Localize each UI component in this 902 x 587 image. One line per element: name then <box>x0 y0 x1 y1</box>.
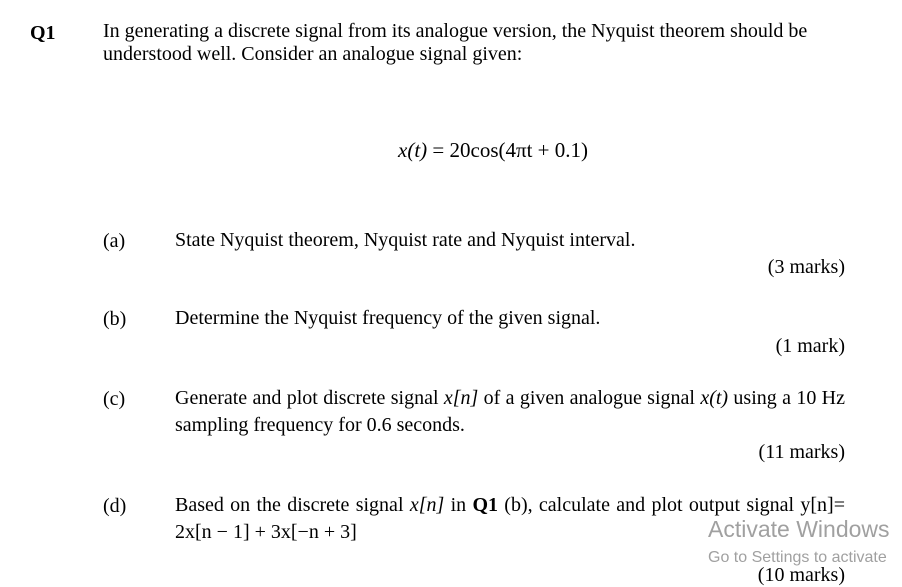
part-b-label: (b) <box>103 308 127 330</box>
part-c-label: (c) <box>103 388 126 410</box>
part-d-text-3: (b), calculate and plot output signal y[n]= <box>498 494 845 516</box>
part-d-text-1: Based on the discrete signal <box>175 494 410 516</box>
part-d-output-expression: 2x[n − 1] + 3x[−n + 3] <box>175 521 357 543</box>
equation-lhs: x(t) <box>398 138 428 162</box>
activate-windows-watermark: Activate Windows <box>708 516 890 542</box>
part-c-text-2: of a given analogue signal <box>478 387 701 409</box>
part-c-text-3: using a 10 Hz sampling frequency for 0.6 seconds. <box>175 387 845 436</box>
part-d-symbol-xn: x[n] <box>409 494 445 516</box>
equation-rhs: = 20cos(4πt + 0.1) <box>427 138 589 162</box>
part-d-marks: (10 marks) <box>757 564 845 586</box>
part-c-marks: (11 marks) <box>758 441 845 463</box>
part-d-text-2: in <box>444 494 473 516</box>
part-c-text-1: Generate and plot discrete signal <box>175 387 444 409</box>
part-c-text <box>175 385 845 439</box>
part-c-symbol-xt: x(t) <box>700 387 729 409</box>
part-a-text: State Nyquist theorem, Nyquist rate and Nyquist interval. <box>175 229 636 251</box>
part-b-text: Determine the Nyquist frequency of the given signal. <box>175 307 601 329</box>
part-d-label: (d) <box>103 495 127 517</box>
part-d-ref-q1: Q1 <box>472 494 498 516</box>
question-number: Q1 <box>30 22 56 44</box>
part-a-marks: (3 marks) <box>767 256 845 278</box>
part-c-symbol-xn: x[n] <box>443 387 479 409</box>
activate-windows-hint: Go to Settings to activate <box>708 549 887 566</box>
signal-equation <box>398 138 588 163</box>
part-b-marks: (1 mark) <box>775 335 845 357</box>
question-intro: In generating a discrete signal from its analogue version, the Nyquist theorem should be understood well. Consider an analogue signal given: <box>103 20 808 65</box>
part-a-label: (a) <box>103 230 126 252</box>
